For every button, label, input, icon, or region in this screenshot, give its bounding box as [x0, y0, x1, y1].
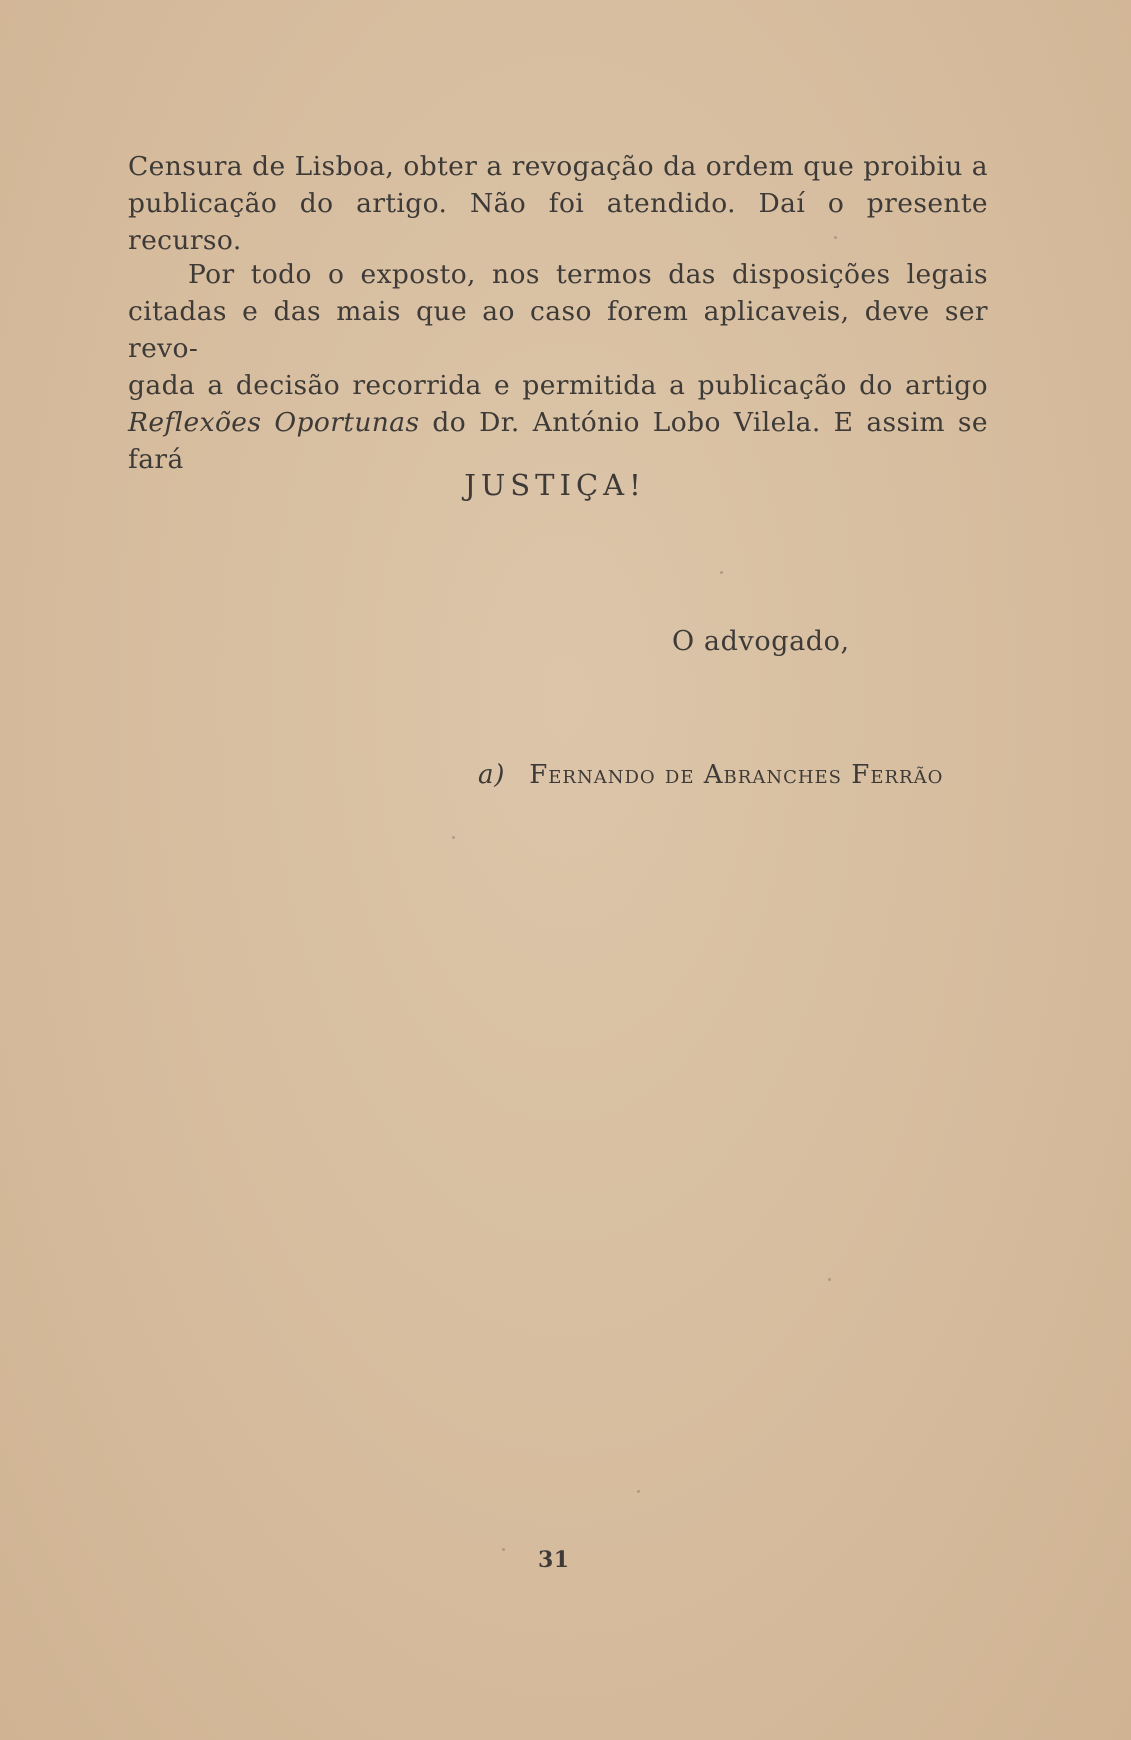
signature-line	[478, 760, 943, 790]
paper-speck	[452, 836, 455, 839]
closing-salutation: O advogado,	[672, 626, 850, 657]
paragraph1-line2: publicação do artigo. Não foi atendido. Daí o presente recurso.	[128, 188, 988, 256]
paragraph-por-todo	[128, 256, 988, 478]
paragraph2-line2: citadas e das mais que ao caso forem aplicaveis, deve ser revo-	[128, 296, 988, 364]
paragraph2-line4-rest: do Dr. António Lobo Vilela. E assim se fará	[128, 407, 988, 475]
paragraph1-line1: Censura de Lisboa, obter a revogação da ordem que proibiu a	[128, 151, 988, 182]
paragraph2-line3: gada a decisão recorrida e permitida a publicação do artigo	[128, 370, 988, 401]
page-number: 31	[538, 1547, 570, 1573]
paper-speck	[502, 1548, 505, 1551]
paragraph2-line4	[128, 404, 988, 478]
paragraph2-line1: Por todo o exposto, nos termos das disposições legais	[188, 259, 988, 290]
justica-heading: JUSTIÇA!	[464, 468, 646, 502]
paper-speck	[637, 1490, 640, 1493]
signature-marker: a)	[478, 760, 506, 790]
signature-name: Fernando de Abranches Ferrão	[529, 760, 944, 790]
paper-speck	[828, 1278, 831, 1281]
article-title: Reflexões Oportunas	[128, 407, 420, 438]
paragraph-censura	[128, 148, 988, 259]
paper-speck	[720, 571, 723, 574]
